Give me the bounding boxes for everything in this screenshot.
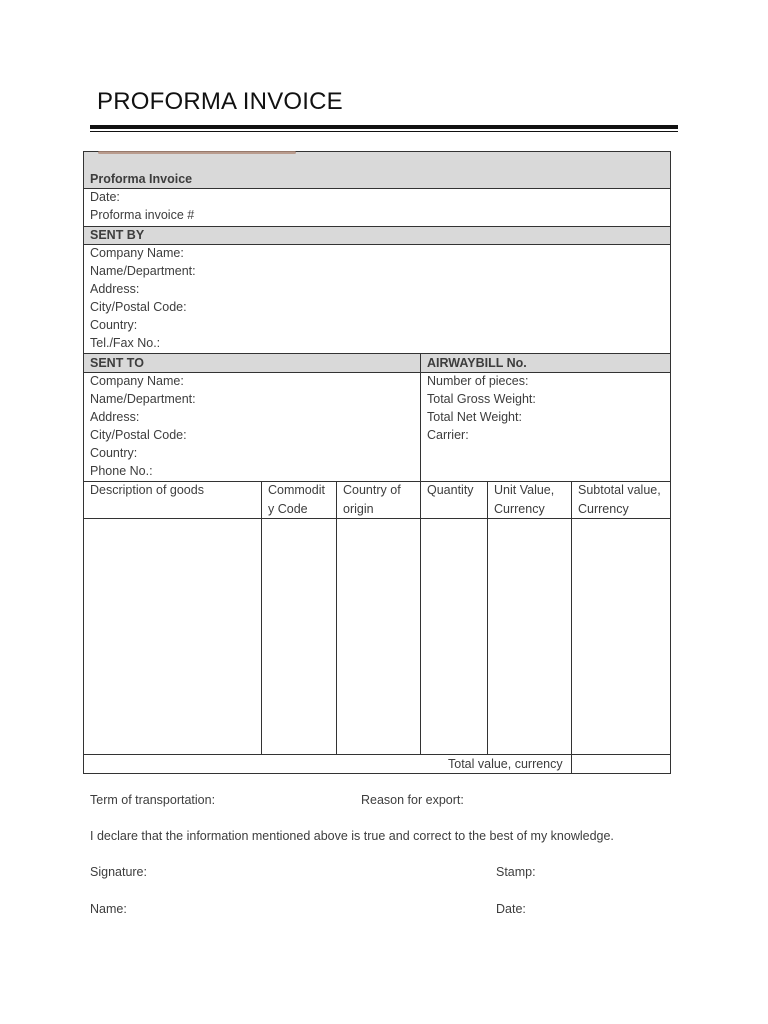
sent-by-country: Country:	[90, 318, 138, 332]
airwaybill-gross-weight: Total Gross Weight:	[427, 392, 536, 406]
proforma-header-label: Proforma Invoice	[90, 172, 193, 186]
sent-by-city: City/Postal Code:	[90, 300, 187, 314]
goods-col-divider-4	[487, 481, 488, 755]
invoice-number-label: Proforma invoice #	[90, 208, 195, 222]
date-label: Date:	[496, 902, 526, 916]
goods-col-divider-3	[420, 481, 421, 755]
sent-to-band	[83, 353, 671, 373]
sent-to-department: Name/Department:	[90, 392, 196, 406]
reason-for-export-label: Reason for export:	[361, 793, 464, 807]
col-header-commodity-1: Commodit	[268, 483, 325, 497]
airwaybill-label: AIRWAYBILL No.	[427, 356, 527, 370]
date-field-label: Date:	[90, 190, 120, 204]
goods-header-divider	[83, 518, 671, 519]
sent-by-phone: Tel./Fax No.:	[90, 336, 161, 350]
col-header-unit-value-2: Currency	[494, 502, 545, 516]
sent-to-box	[83, 372, 671, 482]
signature-label: Signature:	[90, 865, 147, 879]
name-label: Name:	[90, 902, 127, 916]
sent-by-band	[83, 226, 671, 245]
title-rule-thin	[90, 131, 678, 132]
airwaybill-net-weight: Total Net Weight:	[427, 410, 522, 424]
sent-to-phone: Phone No.:	[90, 464, 153, 478]
sent-by-box	[83, 244, 671, 354]
term-of-transportation-label: Term of transportation:	[90, 793, 216, 807]
total-row	[83, 754, 671, 774]
declaration-text: I declare that the information mentioned above is true and correct to the best of my knowledge.	[90, 829, 614, 843]
sent-by-label: SENT BY	[90, 228, 145, 242]
stamp-label: Stamp:	[496, 865, 536, 879]
goods-col-divider-2	[336, 481, 337, 755]
sent-to-address: Address:	[90, 410, 140, 424]
goods-col-divider-1	[261, 481, 262, 755]
sent-by-address: Address:	[90, 282, 140, 296]
col-header-origin-2: origin	[343, 502, 374, 516]
col-header-subtotal-1: Subtotal value,	[578, 483, 661, 497]
sent-to-company: Company Name:	[90, 374, 184, 388]
page-title: PROFORMA INVOICE	[97, 88, 343, 115]
total-row-divider	[571, 754, 572, 774]
sent-by-company: Company Name:	[90, 246, 184, 260]
col-header-quantity: Quantity	[427, 483, 474, 497]
col-header-unit-value-1: Unit Value,	[494, 483, 555, 497]
total-value-label: Total value, currency	[448, 757, 563, 771]
title-rule-thick	[90, 125, 678, 129]
airwaybill-carrier: Carrier:	[427, 428, 469, 442]
sent-to-country: Country:	[90, 446, 138, 460]
goods-table	[83, 481, 671, 755]
sent-to-city: City/Postal Code:	[90, 428, 187, 442]
col-header-origin-1: Country of	[343, 483, 401, 497]
sent-to-label: SENT TO	[90, 356, 144, 370]
col-header-commodity-2: y Code	[268, 502, 308, 516]
sent-by-department: Name/Department:	[90, 264, 196, 278]
col-header-description: Description of goods	[90, 483, 204, 497]
airwaybill-pieces: Number of pieces:	[427, 374, 529, 388]
col-header-subtotal-2: Currency	[578, 502, 629, 516]
header-accent-bar	[98, 151, 296, 154]
goods-col-divider-5	[571, 481, 572, 755]
